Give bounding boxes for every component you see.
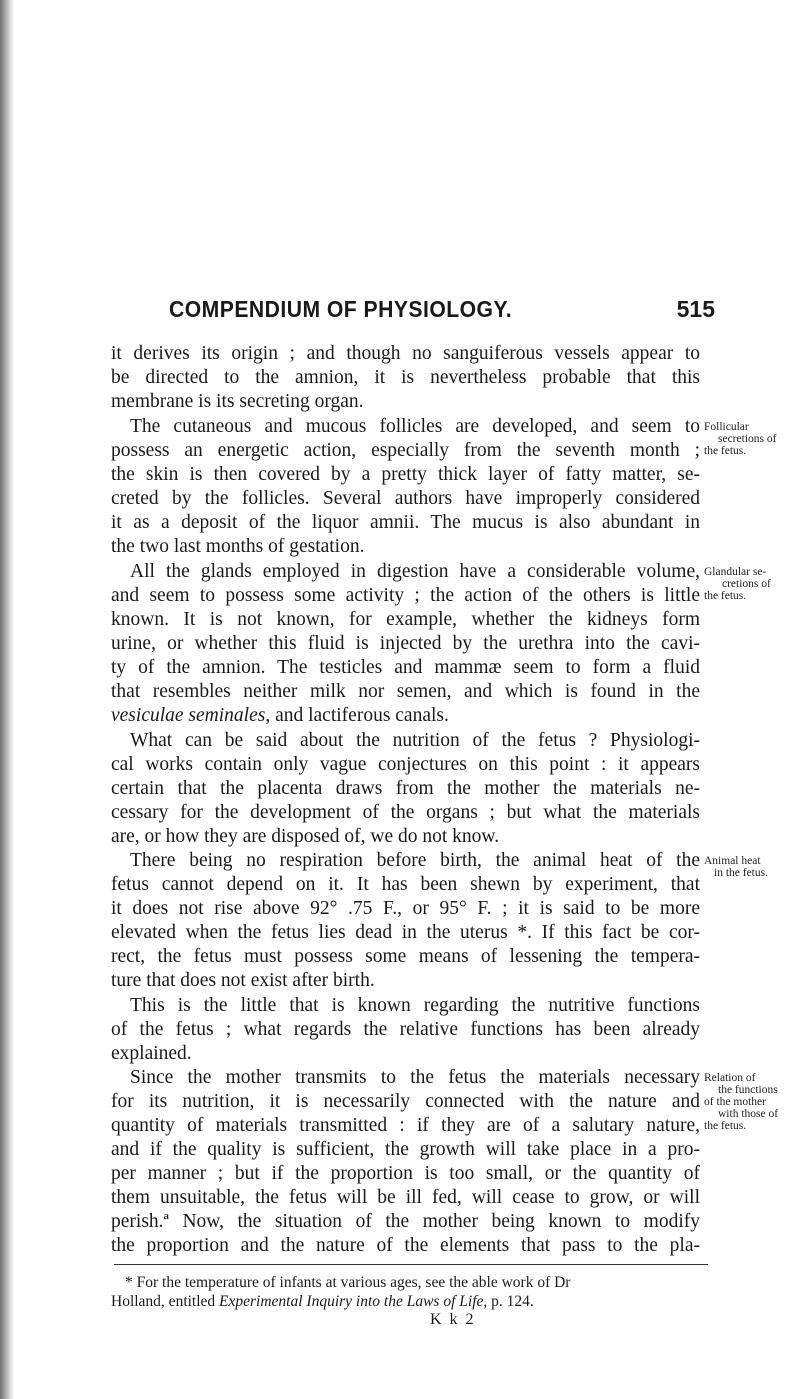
- text-line: cessary for the development of the organs ; but what the materials: [111, 802, 700, 823]
- text-line: membrane is its secreting organ.: [111, 391, 364, 412]
- footnote: [111, 1273, 711, 1311]
- margin-note-animal-heat: Animal heat in the fetus.: [704, 855, 768, 879]
- page-binding-shadow: [0, 0, 14, 1399]
- text-line: explained.: [111, 1043, 192, 1064]
- text-line: elevated when the fetus lies dead in the uterus *. If this fact be cor-: [111, 922, 700, 943]
- text-line: that resembles neither milk nor semen, and which is found in the: [111, 681, 700, 702]
- text-line: certain that the placenta draws from the mother the materials ne-: [111, 778, 700, 799]
- text-line: it derives its origin ; and though no sanguiferous vessels appear to: [111, 343, 700, 364]
- text-line: All the glands employed in digestion have a considerable volume,: [130, 561, 700, 582]
- text-line: the proportion and the nature of the elements that pass to the pla-: [111, 1235, 700, 1256]
- text-line: it does not rise above 92° .75 F., or 95° F. ; it is said to be more: [111, 898, 700, 919]
- footnote-rule: [114, 1264, 708, 1265]
- text-line: perish.ª Now, the situation of the mother being known to modify: [111, 1211, 700, 1232]
- text-line: urine, or whether this fluid is injected by the urethra into the cavi-: [111, 633, 700, 654]
- margin-note-glandular: Glandular se- cretions of the fetus.: [704, 566, 771, 602]
- text-line: What can be said about the nutrition of the fetus ? Physiologi-: [130, 730, 700, 751]
- text-line: per manner ; but if the proportion is too small, or the quantity of: [111, 1163, 700, 1184]
- signature-mark: K k 2: [430, 1311, 476, 1328]
- margin-note-relation: Relation of the functions of the mother with those of the fetus.: [704, 1072, 779, 1132]
- italic-term: vesiculae seminales: [111, 705, 266, 726]
- text-line: of the fetus ; what regards the relative functions has been already: [111, 1019, 700, 1040]
- margin-note-follicular: Follicular secretions of the fetus.: [704, 421, 777, 457]
- text-line: There being no respiration before birth, the animal heat of the: [130, 850, 700, 871]
- text-line: ture that does not exist after birth.: [111, 970, 375, 991]
- text-line: be directed to the amnion, it is nevertheless probable that this: [111, 367, 700, 388]
- page-number: 515: [676, 296, 715, 322]
- text-line: are, or how they are disposed of, we do not know.: [111, 826, 500, 847]
- text-line: quantity of materials transmitted : if they are of a salutary nature,: [111, 1115, 700, 1136]
- text-line: Since the mother transmits to the fetus the materials necessary: [130, 1067, 700, 1088]
- text-line: them unsuitable, the fetus will be ill fed, will cease to grow, or will: [111, 1187, 700, 1208]
- text-line: for its nutrition, it is necessarily connected with the nature and: [111, 1091, 700, 1112]
- running-header: [111, 296, 715, 326]
- text-line: rect, the fetus must possess some means of lessening the tempera-: [111, 946, 700, 967]
- text-line: it as a deposit of the liquor amnii. The mucus is also abundant in: [111, 512, 700, 533]
- text-line: This is the little that is known regarding the nutritive functions: [130, 995, 700, 1016]
- text-line: and seem to possess some activity ; the action of the others is little: [111, 585, 700, 606]
- text-line: creted by the follicles. Several authors have improperly considered: [111, 488, 700, 509]
- text-line: vesiculae seminales, and lactiferous canals.: [111, 705, 449, 726]
- text-line: possess an energetic action, especially from the seventh month ;: [111, 440, 700, 461]
- text-line: the two last months of gestation.: [111, 536, 365, 557]
- running-title: COMPENDIUM OF PHYSIOLOGY.: [169, 296, 513, 322]
- text-line: known. It is not known, for example, whether the kidneys form: [111, 609, 700, 630]
- text-line: the skin is then covered by a pretty thick layer of fatty matter, se-: [111, 464, 700, 485]
- text-line: fetus cannot depend on it. It has been shewn by experiment, that: [111, 874, 700, 895]
- text-line: The cutaneous and mucous follicles are developed, and seem to: [130, 416, 700, 437]
- text-line: ty of the amnion. The testicles and mammæ seem to form a fluid: [111, 657, 700, 678]
- footnote-line: * For the temperature of infants at various ages, see the able work of Dr: [125, 1274, 571, 1291]
- footnote-book-title: Experimental Inquiry into the Laws of Life: [219, 1293, 484, 1310]
- text-line: cal works contain only vague conjectures on this point : it appears: [111, 754, 700, 775]
- footnote-line: Holland, entitled Experimental Inquiry into the Laws of Life, p. 124.: [111, 1293, 534, 1310]
- text-line: and if the quality is sufficient, the growth will take place in a pro-: [111, 1139, 700, 1160]
